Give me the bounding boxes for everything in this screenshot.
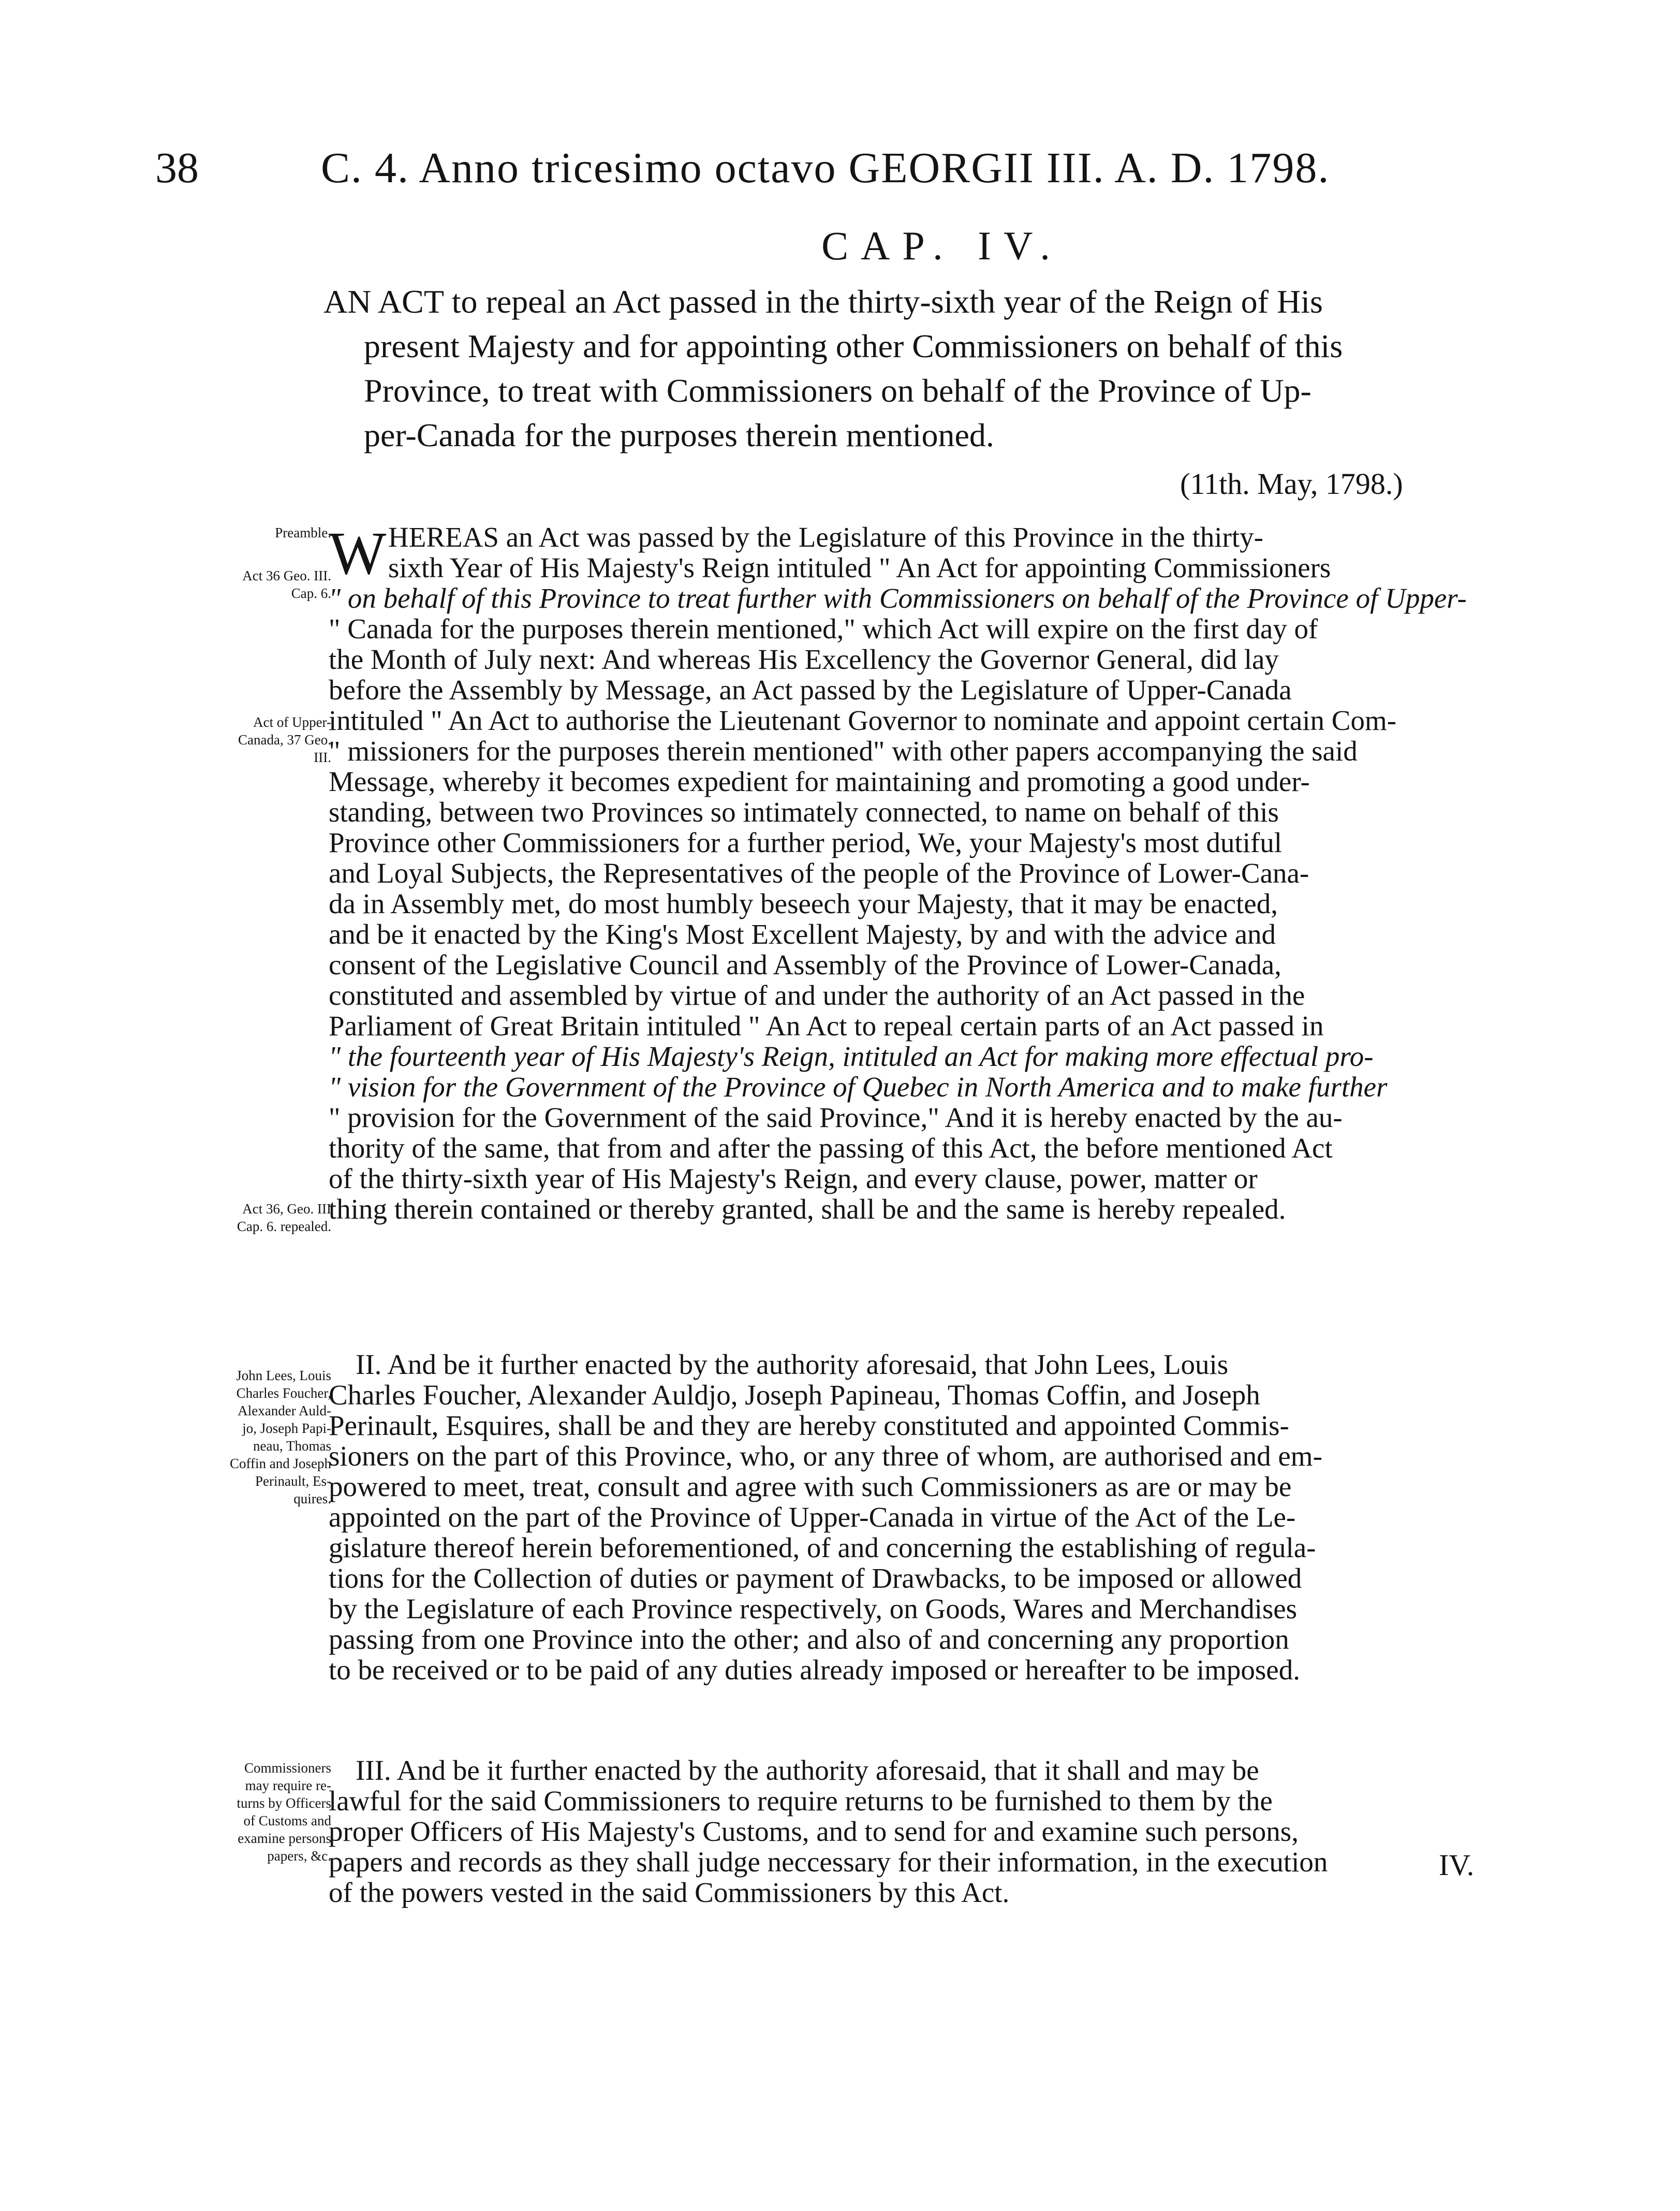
margin-note-line: Canada, 37 Geo. [238, 732, 331, 748]
margin-note-line: Coffin and Joseph [230, 1456, 331, 1471]
body-line: passing from one Province into the other; and also of and concerning any proportion [329, 1623, 1289, 1655]
body-line: and Loyal Subjects, the Representatives of the people of the Province of Lower-Cana- [329, 857, 1309, 889]
margin-note-line: quires. [293, 1491, 331, 1506]
body-line: " missioners for the purposes therein mentioned" with other papers accompanying the said [329, 735, 1358, 767]
body-line: by the Legislature of each Province respectively, on Goods, Wares and Merchandises [329, 1593, 1298, 1624]
margin-note-upper-canada [155, 713, 331, 766]
body-line: Parliament of Great Britain intituled " An Act to repeal certain parts of an Act passed in [329, 1010, 1324, 1042]
body-line: constituted and assembled by virtue of and under the authority of an Act passed in the [329, 979, 1305, 1011]
body-line: III. And be it further enacted by the authority aforesaid, that it shall and may be [356, 1754, 1259, 1786]
body-line: " on behalf of this Province to treat further with Commissioners on behalf of the Province of Upper- [329, 582, 1467, 614]
body-line: HEREAS an Act was passed by the Legislature of this Province in the thirty- [388, 521, 1263, 553]
margin-note-line: Preamble. [275, 525, 331, 540]
act-date: (11th. May, 1798.) [1180, 467, 1403, 501]
body-line: proper Officers of His Majesty's Customs, and to send for and examine such persons, [329, 1815, 1299, 1847]
body-line: consent of the Legislative Council and Assembly of the Province of Lower-Canada, [329, 949, 1281, 980]
body-line: intituled " An Act to authorise the Lieutenant Governor to nominate and appoint certain Com- [329, 705, 1397, 736]
chapter-heading: CAP. IV. [821, 223, 1063, 268]
body-line: of the thirty-sixth year of His Majesty's Reign, and every clause, power, matter or [329, 1163, 1258, 1194]
margin-note-line: Act 36, Geo. III [242, 1201, 331, 1217]
paragraph-preamble [329, 519, 1514, 1225]
margin-note-line: examine persons [238, 1831, 331, 1846]
margin-note-line: of Customs and [243, 1813, 331, 1828]
margin-note-line: John Lees, Louis [236, 1368, 331, 1383]
body-line: the Month of July next: And whereas His Excellency the Governor General, did lay [329, 643, 1279, 675]
body-line: " Canada for the purposes therein mentioned," which Act will expire on the first day of [329, 613, 1318, 645]
catchword: IV. [1439, 1848, 1475, 1882]
margin-note-line: jo, Joseph Papi- [242, 1421, 331, 1436]
body-line: sixth Year of His Majesty's Reign intituled " An Act for appointing Commissioners [388, 552, 1331, 583]
paragraph-section-2 [329, 1349, 1514, 1685]
drop-cap: W [329, 519, 387, 587]
act-title-line: present Majesty and for appointing other Commissioners on behalf of this [364, 328, 1343, 364]
margin-note-line: Act of Upper- [253, 714, 331, 730]
body-line: " provision for the Government of the said Province," And it is hereby enacted by the au- [329, 1102, 1343, 1133]
margin-note-commissioners-named [155, 1367, 331, 1507]
margin-note-line: papers, &c. [267, 1848, 331, 1864]
body-line: appointed on the part of the Province of Upper-Canada in virtue of the Act of the Le- [329, 1501, 1296, 1533]
paragraph-section-3 [329, 1755, 1514, 1908]
body-line: and be it enacted by the King's Most Excellent Majesty, by and with the advice and [329, 918, 1276, 950]
margin-note-line: Cap. 6. repealed. [237, 1219, 331, 1234]
body-line: " vision for the Government of the Province of Quebec in North America and to make further [329, 1071, 1388, 1103]
act-title-line: AN ACT to repeal an Act passed in the thirty-sixth year of the Reign of His [323, 283, 1323, 320]
body-line: thority of the same, that from and after the passing of this Act, the before mentioned Act [329, 1132, 1333, 1164]
body-line: Message, whereby it becomes expedient for maintaining and promoting a good under- [329, 766, 1310, 797]
body-line: papers and records as they shall judge neccessary for their information, in the execution [329, 1846, 1328, 1878]
body-line: Charles Foucher, Alexander Auldjo, Joseph Papineau, Thomas Coffin, and Joseph [329, 1379, 1260, 1411]
running-title: C. 4. Anno tricesimo octavo GEORGII III. A. D. 1798. [321, 144, 1330, 192]
body-line: " the fourteenth year of His Majesty's Reign, intituled an Act for making more effectual pro- [329, 1041, 1374, 1072]
body-line: Province other Commissioners for a further period, We, your Majesty's most dutiful [329, 827, 1283, 858]
margin-note-act36 [155, 567, 331, 602]
body-line: standing, between two Provinces so intimately connected, to name on behalf of this [329, 796, 1279, 828]
margin-note-line: may require re- [245, 1778, 331, 1793]
margin-note-line: neau, Thomas [253, 1438, 331, 1454]
running-head [155, 140, 1522, 197]
body-line: thing therein contained or thereby granted, shall be and the same is hereby repealed. [329, 1193, 1286, 1225]
margin-note-repealed [155, 1200, 331, 1235]
margin-note-preamble [155, 524, 331, 541]
body-line: powered to meet, treat, consult and agree with such Commissioners as are or may be [329, 1471, 1292, 1502]
body-line: Perinault, Esquires, shall be and they are hereby constituted and appointed Commis- [329, 1410, 1289, 1441]
body-line: II. And be it further enacted by the authority aforesaid, that John Lees, Louis [356, 1349, 1229, 1380]
margin-note-line: Charles Foucher, [236, 1385, 331, 1401]
margin-note-line: III. [314, 750, 331, 765]
margin-note-line: Cap. 6. [291, 585, 331, 601]
body-line: sioners on the part of this Province, who, or any three of whom, are authorised and em- [329, 1440, 1322, 1472]
body-line: to be received or to be paid of any duties already imposed or hereafter to be imposed. [329, 1654, 1300, 1686]
body-line: of the powers vested in the said Commissioners by this Act. [329, 1877, 1010, 1908]
body-line: before the Assembly by Message, an Act passed by the Legislature of Upper-Canada [329, 674, 1292, 706]
body-line: da in Assembly met, do most humbly beseech your Majesty, that it may be enacted, [329, 888, 1278, 919]
body-line: gislature thereof herein beforementioned, of and concerning the establishing of regula- [329, 1532, 1316, 1563]
margin-note-line: Act 36 Geo. III. [242, 568, 331, 583]
act-title [323, 280, 1472, 458]
margin-note-line: Alexander Auld- [238, 1403, 331, 1418]
margin-note-returns [155, 1759, 331, 1865]
margin-note-line: Commissioners [244, 1760, 331, 1776]
body-line: lawful for the said Commissioners to require returns to be furnished to them by the [329, 1785, 1273, 1817]
margin-note-line: turns by Officers [237, 1795, 331, 1811]
act-title-line: per-Canada for the purposes therein mentioned. [364, 417, 994, 453]
margin-note-line: Perinault, Es- [255, 1473, 331, 1489]
act-title-line: Province, to treat with Commissioners on behalf of the Province of Up- [364, 372, 1311, 409]
body-line: tions for the Collection of duties or payment of Drawbacks, to be imposed or allowed [329, 1562, 1302, 1594]
page-number: 38 [155, 144, 199, 192]
